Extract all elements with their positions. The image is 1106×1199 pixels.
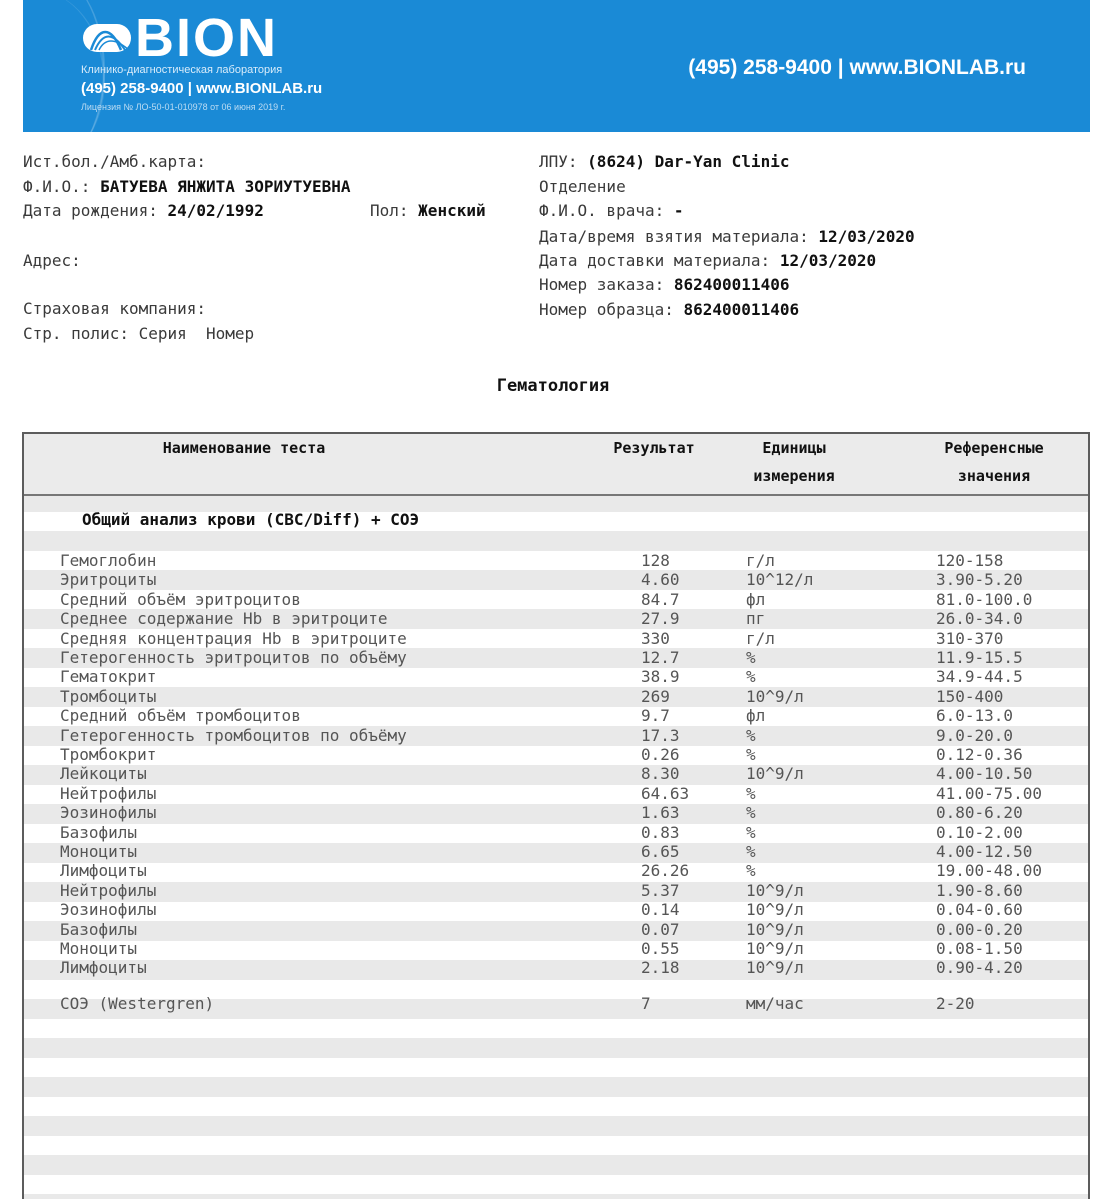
department-label: Отделение [539, 177, 626, 196]
order-number-line [539, 273, 789, 297]
test-result: 0.83 [641, 822, 680, 842]
patient-sex: Женский [418, 201, 486, 220]
test-name: Эритроциты [60, 570, 157, 590]
test-reference: 4.00-12.50 [936, 842, 1033, 861]
test-name: Гемоглобин [60, 551, 157, 570]
test-unit: фл [746, 589, 766, 609]
test-reference: 0.12-0.36 [936, 745, 1023, 764]
sample-number-line [539, 298, 799, 322]
test-unit: 10^9/л [746, 919, 804, 939]
test-unit: пг [746, 609, 766, 629]
doctor-label: Ф.И.О. врача: [539, 201, 665, 220]
table-header [24, 434, 1088, 496]
lpu-label: ЛПУ: [539, 152, 578, 171]
test-result: 26.26 [641, 861, 690, 881]
test-result: 6.65 [641, 842, 680, 861]
department-line [539, 175, 626, 199]
test-unit: % [746, 822, 756, 842]
table-row [24, 609, 1088, 628]
test-reference: 19.00-48.00 [936, 861, 1042, 881]
table-row [24, 803, 1088, 822]
header-banner [23, 0, 1090, 132]
test-name: Лейкоциты [60, 764, 147, 784]
header-ref-line2: значения [957, 467, 1031, 485]
patient-record-line [23, 150, 206, 174]
header-result: Результат [613, 439, 695, 457]
collected-label: Дата/время взятия материала: [539, 227, 809, 246]
dna-logo-icon [81, 20, 133, 56]
table-row [24, 726, 1088, 745]
table-row [24, 920, 1088, 939]
test-name: Базофилы [60, 919, 138, 939]
test-result: 64.63 [641, 783, 690, 803]
table-row [24, 706, 1088, 725]
order-number-label: Номер заказа: [539, 275, 665, 294]
insurance-label: Страховая компания: [23, 299, 207, 318]
test-result: 7 [641, 994, 651, 1013]
test-name: Тромбоциты [60, 686, 157, 706]
test-result: 0.07 [641, 919, 680, 939]
test-result: 128 [641, 551, 670, 570]
test-unit: % [746, 648, 756, 667]
esr-row [24, 994, 1088, 1013]
results-table [22, 432, 1090, 1199]
test-name: Моноциты [60, 842, 138, 861]
test-unit: 10^9/л [746, 939, 804, 958]
test-name: Гематокрит [60, 667, 157, 687]
test-name: Средний объём эритроцитов [60, 589, 301, 609]
header-units-line1: Единицы [762, 439, 826, 457]
record-label: Ист.бол./Амб.карта: [23, 152, 207, 171]
test-result: 84.7 [641, 589, 680, 609]
test-unit: % [746, 783, 756, 803]
test-unit: % [746, 842, 756, 861]
patient-sex-line [370, 199, 486, 223]
test-name: Нейтрофилы [60, 880, 157, 900]
table-row [24, 745, 1088, 764]
test-name: Эозинофилы [60, 803, 157, 823]
test-unit: % [746, 803, 756, 823]
test-result: 38.9 [641, 667, 680, 687]
test-unit: г/л [746, 551, 775, 570]
test-result: 0.26 [641, 745, 680, 764]
table-row [24, 939, 1088, 958]
test-name: Нейтрофилы [60, 783, 157, 803]
sample-number-value: 862400011406 [683, 300, 800, 319]
table-row [24, 570, 1088, 589]
delivered-line [539, 249, 876, 273]
test-unit: % [746, 725, 756, 745]
test-result: 4.60 [641, 570, 680, 590]
test-reference: 0.10-2.00 [936, 822, 1023, 842]
test-name: Лимфоциты [60, 861, 147, 881]
test-unit: г/л [746, 628, 775, 648]
doctor-line [539, 199, 684, 223]
table-row [24, 687, 1088, 706]
test-unit: 10^9/л [746, 900, 804, 920]
table-row [24, 629, 1088, 648]
table-row [24, 861, 1088, 880]
test-unit: 10^9/л [746, 686, 804, 706]
test-name: СОЭ (Westergren) [60, 994, 215, 1013]
patient-address-line [23, 249, 81, 273]
test-reference: 11.9-15.5 [936, 648, 1023, 667]
test-result: 9.7 [641, 706, 670, 726]
test-reference: 26.0-34.0 [936, 609, 1023, 629]
group-title: Общий анализ крови (CBC/Diff) + СОЭ [82, 510, 420, 529]
test-unit: 10^12/л [746, 570, 814, 590]
test-name: Лимфоциты [60, 958, 147, 978]
test-result: 12.7 [641, 648, 680, 667]
table-row [24, 648, 1088, 667]
test-reference: 9.0-20.0 [936, 725, 1014, 745]
test-reference: 310-370 [936, 628, 1004, 648]
test-reference: 0.00-0.20 [936, 919, 1023, 939]
test-result: 269 [641, 686, 670, 706]
test-unit: 10^9/л [746, 764, 804, 784]
test-name: Базофилы [60, 822, 138, 842]
brand-subtitle: Клинико-диагностическая лаборатория [81, 64, 283, 76]
test-reference: 150-400 [936, 686, 1004, 706]
patient-name: БАТУЕВА ЯНЖИТА ЗОРИУТУЕВНА [100, 177, 351, 196]
doctor-value: - [673, 201, 684, 220]
table-row [24, 823, 1088, 842]
test-reference: 3.90-5.20 [936, 570, 1023, 590]
lpu-line [539, 150, 789, 174]
test-name: Среднее содержание Hb в эритроците [60, 609, 388, 629]
section-title: Гематология [496, 376, 610, 396]
header-test-name: Наименование теста [162, 439, 326, 457]
table-row [24, 881, 1088, 900]
license-text: Лицензия № ЛО-50-01-010978 от 06 июня 2019 г. [81, 102, 286, 112]
table-row [24, 667, 1088, 686]
collected-line [539, 225, 915, 249]
dob-label: Дата рождения: [23, 201, 158, 220]
test-reference: 81.0-100.0 [936, 589, 1033, 609]
table-row [24, 958, 1088, 977]
lpu-value: (8624) Dar-Yan Clinic [587, 152, 790, 171]
table-row [24, 784, 1088, 803]
test-reference: 2-20 [936, 994, 975, 1013]
test-result: 5.37 [641, 880, 680, 900]
test-name: Моноциты [60, 939, 138, 958]
collected-value: 12/03/2020 [818, 227, 915, 246]
brand-contacts: (495) 258-9400 | www.BIONLAB.ru [81, 80, 323, 97]
name-label: Ф.И.О.: [23, 177, 91, 196]
test-name: Средний объём тромбоцитов [60, 706, 301, 726]
delivered-value: 12/03/2020 [779, 251, 877, 270]
banner-contacts: (495) 258-9400 | www.BIONLAB.ru [688, 56, 1026, 79]
test-unit: 10^9/л [746, 880, 804, 900]
test-reference: 0.80-6.20 [936, 803, 1023, 823]
header-units-line2: измерения [753, 467, 835, 485]
test-reference: 4.00-10.50 [936, 764, 1033, 784]
header-ref-line1: Референсные [944, 439, 1044, 457]
test-reference: 0.90-4.20 [936, 958, 1023, 978]
test-name: Гетерогенность эритроцитов по объёму [60, 648, 407, 667]
test-name: Эозинофилы [60, 900, 157, 920]
test-unit: мм/час [746, 994, 804, 1013]
sex-label: Пол: [370, 201, 409, 220]
sample-number-label: Номер образца: [539, 300, 674, 319]
test-result: 2.18 [641, 958, 680, 978]
patient-policy-line [23, 322, 254, 346]
test-unit: 10^9/л [746, 958, 804, 978]
test-result: 0.14 [641, 900, 680, 920]
test-reference: 1.90-8.60 [936, 880, 1023, 900]
delivered-label: Дата доставки материала: [539, 251, 771, 270]
policy-label: Стр. полис: Серия Номер [23, 324, 255, 343]
test-result: 8.30 [641, 764, 680, 784]
test-name: Средняя концентрация Hb в эритроците [60, 628, 407, 648]
test-name: Тромбокрит [60, 745, 157, 764]
test-reference: 6.0-13.0 [936, 706, 1014, 726]
table-row [24, 551, 1088, 570]
test-unit: % [746, 667, 756, 687]
test-result: 0.55 [641, 939, 680, 958]
address-label: Адрес: [23, 251, 81, 270]
test-result: 1.63 [641, 803, 680, 823]
test-reference: 120-158 [936, 551, 1004, 570]
patient-insurance-line [23, 297, 206, 321]
test-result: 27.9 [641, 609, 680, 629]
test-reference: 0.08-1.50 [936, 939, 1023, 958]
test-reference: 0.04-0.60 [936, 900, 1023, 920]
test-result: 330 [641, 628, 670, 648]
test-result: 17.3 [641, 725, 680, 745]
patient-name-line [23, 175, 351, 199]
table-row [24, 842, 1088, 861]
order-number-value: 862400011406 [673, 275, 790, 294]
test-reference: 41.00-75.00 [936, 783, 1042, 803]
patient-dob: 24/02/1992 [167, 201, 264, 220]
test-unit: % [746, 745, 756, 764]
table-row [24, 900, 1088, 919]
test-unit: фл [746, 706, 766, 726]
brand-name: BION [135, 8, 278, 68]
patient-dob-line [23, 199, 264, 223]
table-row [24, 764, 1088, 783]
test-unit: % [746, 861, 756, 881]
table-row [24, 590, 1088, 609]
test-reference: 34.9-44.5 [936, 667, 1023, 687]
test-name: Гетерогенность тромбоцитов по объёму [60, 725, 407, 745]
